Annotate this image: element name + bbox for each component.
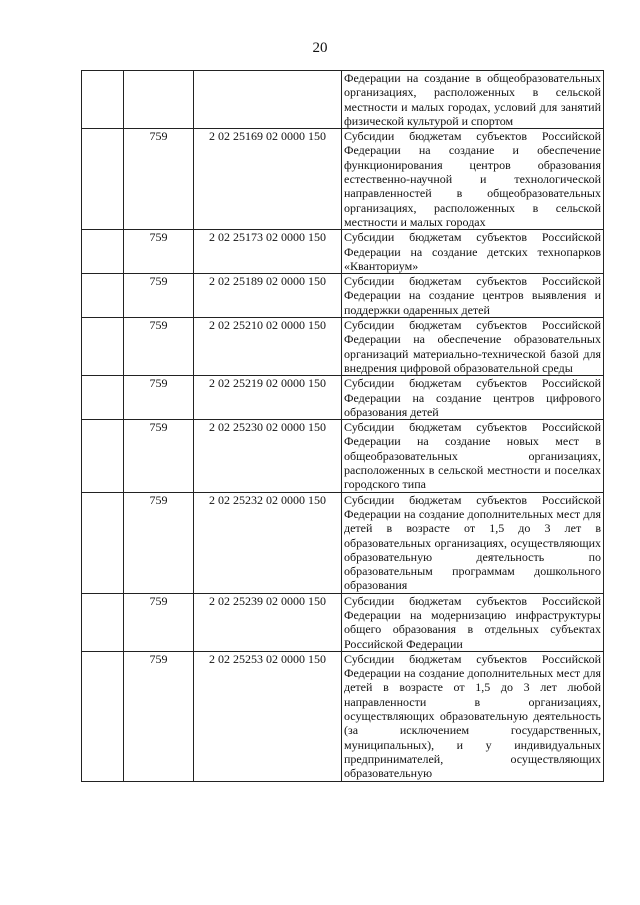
admin-code-cell: 759 (124, 376, 194, 420)
admin-code-cell: 759 (124, 420, 194, 492)
description-cell: Федерации на создание в общеобразовательных организациях, расположенных в сельской местности и малых городах, условий для занятий физической культурой и спортом (342, 71, 604, 129)
empty-cell (82, 71, 124, 129)
table-row (82, 129, 604, 230)
admin-code-cell: 759 (124, 318, 194, 376)
description-cell: Субсидии бюджетам субъектов Российской Федерации на создание детских технопарков «Кванториум» (342, 230, 604, 274)
description-cell: Субсидии бюджетам субъектов Российской Федерации на создание центров цифрового образования детей (342, 376, 604, 420)
empty-cell (82, 129, 124, 230)
budget-code-cell: 2 02 25230 02 0000 150 (194, 420, 342, 492)
description-cell: Субсидии бюджетам субъектов Российской Федерации на создание центров выявления и поддержки одаренных детей (342, 274, 604, 318)
empty-cell (82, 376, 124, 420)
description-cell: Субсидии бюджетам субъектов Российской Федерации на создание дополнительных мест для детей в возрасте от 1,5 до 3 лет в образовательных организациях, осуществляющих образовательную деятельность по образовательным программам дошкольного образования (342, 492, 604, 593)
description-cell: Субсидии бюджетам субъектов Российской Федерации на создание новых мест в общеобразовательных организациях, расположенных в сельской местности и поселках городского типа (342, 420, 604, 492)
description-cell: Субсидии бюджетам субъектов Российской Федерации на создание дополнительных мест для детей в возрасте от 1,5 до 3 лет любой направленности в организациях, осуществляющих образовательную деятельность (за исключением государственных, муниципальных), и у индивидуальных предпринимателей, осуществляющих образовательную (342, 651, 604, 781)
budget-code-cell: 2 02 25219 02 0000 150 (194, 376, 342, 420)
description-cell: Субсидии бюджетам субъектов Российской Федерации на обеспечение образовательных организаций материально-технической базой для внедрения цифровой образовательной среды (342, 318, 604, 376)
page-number: 20 (312, 40, 328, 56)
table-row (82, 318, 604, 376)
empty-cell (82, 492, 124, 593)
admin-code-cell: 759 (124, 230, 194, 274)
description-cell: Субсидии бюджетам субъектов Российской Федерации на создание и обеспечение функционирования центров образования естественно-научной и технологической направленностей в общеобразовательных организациях, расположенных в сельской местности и малых городах (342, 129, 604, 230)
admin-code-cell: 759 (124, 651, 194, 781)
description-cell: Субсидии бюджетам субъектов Российской Федерации на модернизацию инфраструктуры общего образования в отдельных субъектах Российской Федерации (342, 593, 604, 651)
empty-cell (82, 420, 124, 492)
table-row (82, 420, 604, 492)
empty-cell (82, 651, 124, 781)
budget-code-cell: 2 02 25232 02 0000 150 (194, 492, 342, 593)
admin-code-cell: 759 (124, 129, 194, 230)
table-row (82, 492, 604, 593)
empty-cell (82, 230, 124, 274)
empty-cell (82, 274, 124, 318)
budget-code-cell: 2 02 25169 02 0000 150 (194, 129, 342, 230)
budget-revenue-table (81, 70, 604, 782)
admin-code-cell: 759 (124, 593, 194, 651)
table-row (82, 71, 604, 129)
table-row (82, 274, 604, 318)
budget-code-cell: 2 02 25173 02 0000 150 (194, 230, 342, 274)
table-body (82, 71, 604, 782)
budget-code-cell (194, 71, 342, 129)
admin-code-cell (124, 71, 194, 129)
table-row (82, 593, 604, 651)
budget-code-cell: 2 02 25189 02 0000 150 (194, 274, 342, 318)
budget-code-cell: 2 02 25239 02 0000 150 (194, 593, 342, 651)
admin-code-cell: 759 (124, 274, 194, 318)
empty-cell (82, 318, 124, 376)
table-row (82, 376, 604, 420)
budget-code-cell: 2 02 25253 02 0000 150 (194, 651, 342, 781)
budget-code-cell: 2 02 25210 02 0000 150 (194, 318, 342, 376)
table-row (82, 230, 604, 274)
table-row (82, 651, 604, 781)
empty-cell (82, 593, 124, 651)
admin-code-cell: 759 (124, 492, 194, 593)
